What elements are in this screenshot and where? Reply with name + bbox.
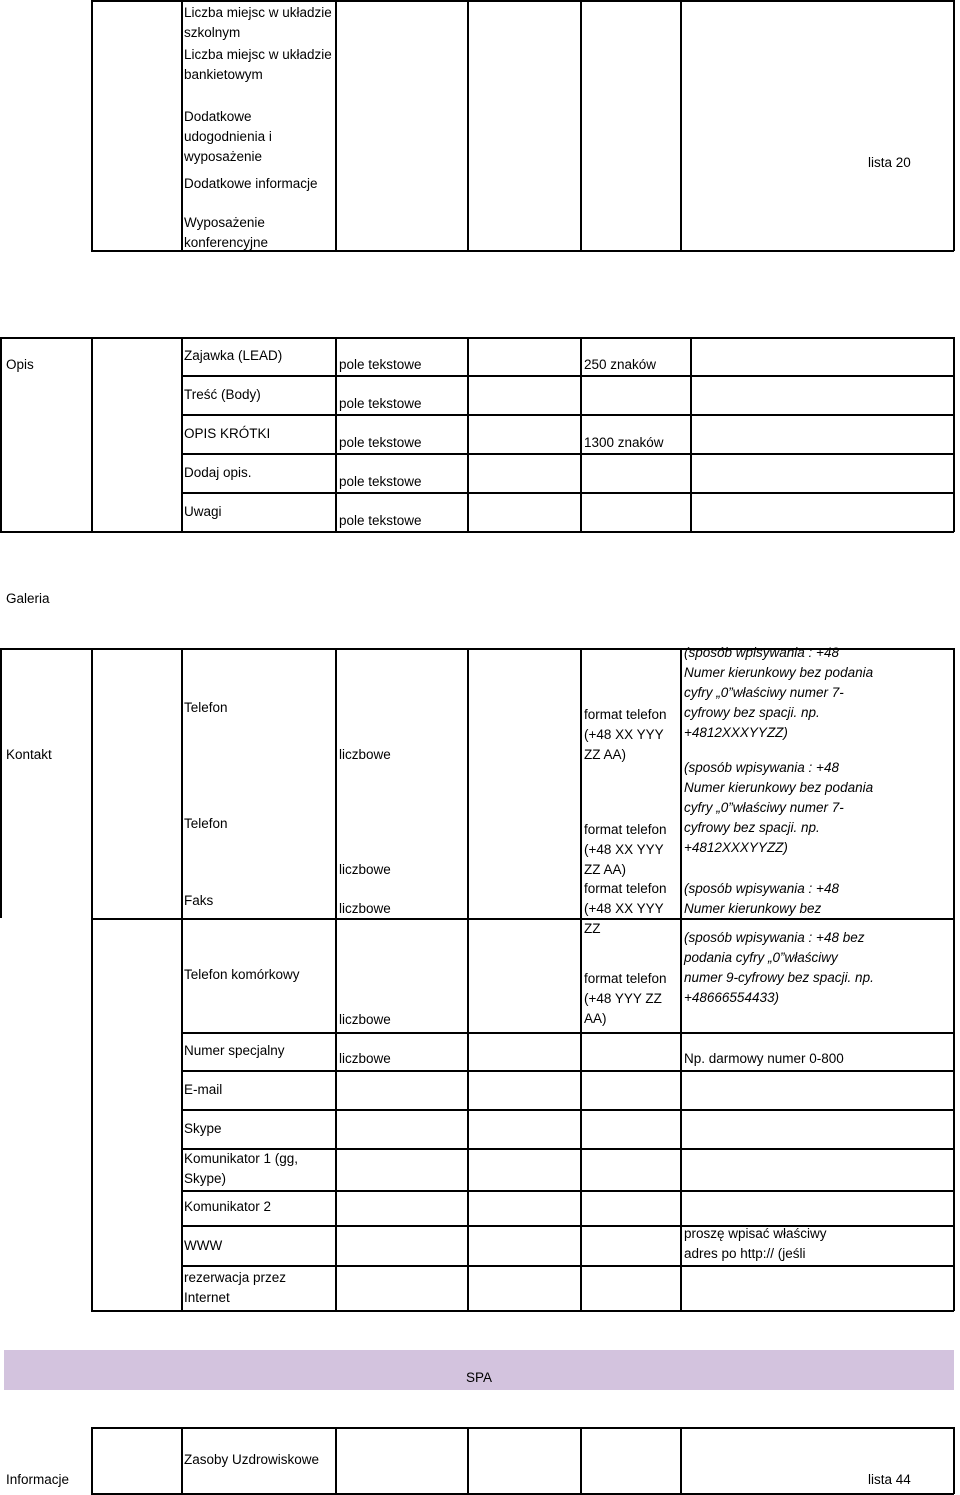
top-row-label: Wyposażenie konferencyjne: [184, 215, 269, 250]
kontakt-row-format: format telefon (+48 XX YYY ZZ: [584, 881, 667, 936]
opis-row-label: Zajawka (LEAD): [184, 348, 283, 363]
galeria-label: Galeria: [6, 591, 50, 606]
opis-row-type: pole tekstowe: [339, 513, 422, 528]
opis-section-label: Opis: [6, 357, 34, 372]
kontakt-row-label: Skype: [184, 1121, 222, 1136]
kontakt-row-type: liczbowe: [339, 1051, 391, 1066]
kontakt-row-label: Komunikator 2: [184, 1199, 272, 1214]
kontakt-row-note: (sposób wpisywania : +48 Numer kierunkowy bez podania cyfry „0”właściwy numer 7-cyfrowy bez spacji. np. +4812XXXYYZZ): [684, 760, 874, 855]
top-row-label: Dodatkowe informacje: [184, 176, 318, 191]
opis-row-type: pole tekstowe: [339, 474, 422, 489]
kontakt-row-type: liczbowe: [339, 862, 391, 877]
kontakt-row-label: Numer specjalny: [184, 1043, 285, 1058]
opis-row-label: Uwagi: [184, 504, 222, 519]
opis-row-type: pole tekstowe: [339, 396, 422, 411]
kontakt-row-type: liczbowe: [339, 901, 391, 916]
informacje-note: lista 44: [868, 1472, 911, 1487]
spa-title: SPA: [466, 1370, 493, 1385]
kontakt-row-format: format telefon (+48 XX YYY ZZ AA): [584, 822, 667, 877]
top-note: lista 20: [868, 155, 911, 170]
opis-row-label: Dodaj opis.: [184, 465, 252, 480]
opis-row-label: OPIS KRÓTKI: [184, 426, 271, 441]
opis-row-type: pole tekstowe: [339, 435, 422, 450]
opis-row-type: pole tekstowe: [339, 357, 422, 372]
opis-row-limit: 1300 znaków: [584, 435, 664, 450]
kontakt-row-label: Faks: [184, 893, 214, 908]
kontakt-section-label: Kontakt: [6, 747, 52, 762]
kontakt-row-note: proszę wpisać właściwy adres po http:// (jeśli: [684, 1226, 827, 1261]
top-row-label: Liczba miejsc w układzie bankietowym: [184, 47, 332, 82]
informacje-row-label: Zasoby Uzdrowiskowe: [184, 1452, 320, 1467]
kontakt-row-label: Telefon: [184, 816, 228, 831]
kontakt-row-label: E-mail: [184, 1082, 223, 1097]
kontakt-row-format: format telefon (+48 YYY ZZ AA): [584, 971, 667, 1026]
kontakt-row-note: (sposób wpisywania : +48 Numer kierunkowy bez podania cyfry „0”właściwy numer 7-cyfrowy bez spacji. np. +4812XXXYYZZ): [684, 645, 874, 740]
opis-row-limit: 250 znaków: [584, 357, 657, 372]
kontakt-row-label: Komunikator 1 (gg, Skype): [184, 1151, 299, 1186]
kontakt-row-note: Np. darmowy numer 0-800: [684, 1051, 844, 1066]
kontakt-row-type: liczbowe: [339, 747, 391, 762]
informacje-section-label: Informacje: [6, 1472, 70, 1487]
kontakt-row-note: (sposób wpisywania : +48 Numer kierunkowy bez: [684, 881, 839, 916]
kontakt-row-label: Telefon komórkowy: [184, 967, 300, 982]
opis-row-label: Treść (Body): [184, 387, 261, 402]
kontakt-row-label: rezerwacja przez Internet: [184, 1270, 287, 1305]
kontakt-row-label: WWW: [184, 1238, 223, 1253]
top-row-label: Dodatkowe udogodnienia i wyposażenie: [184, 109, 272, 164]
kontakt-row-note: (sposób wpisywania : +48 bez podania cyfry „0”właściwy numer 9-cyfrowy bez spacji. np. +48666554433): [684, 930, 874, 1005]
kontakt-row-format: format telefon (+48 XX YYY ZZ AA): [584, 707, 667, 762]
kontakt-row-type: liczbowe: [339, 1012, 391, 1027]
top-row-label: Liczba miejsc w układzie szkolnym: [184, 5, 332, 40]
kontakt-row-label: Telefon: [184, 700, 228, 715]
